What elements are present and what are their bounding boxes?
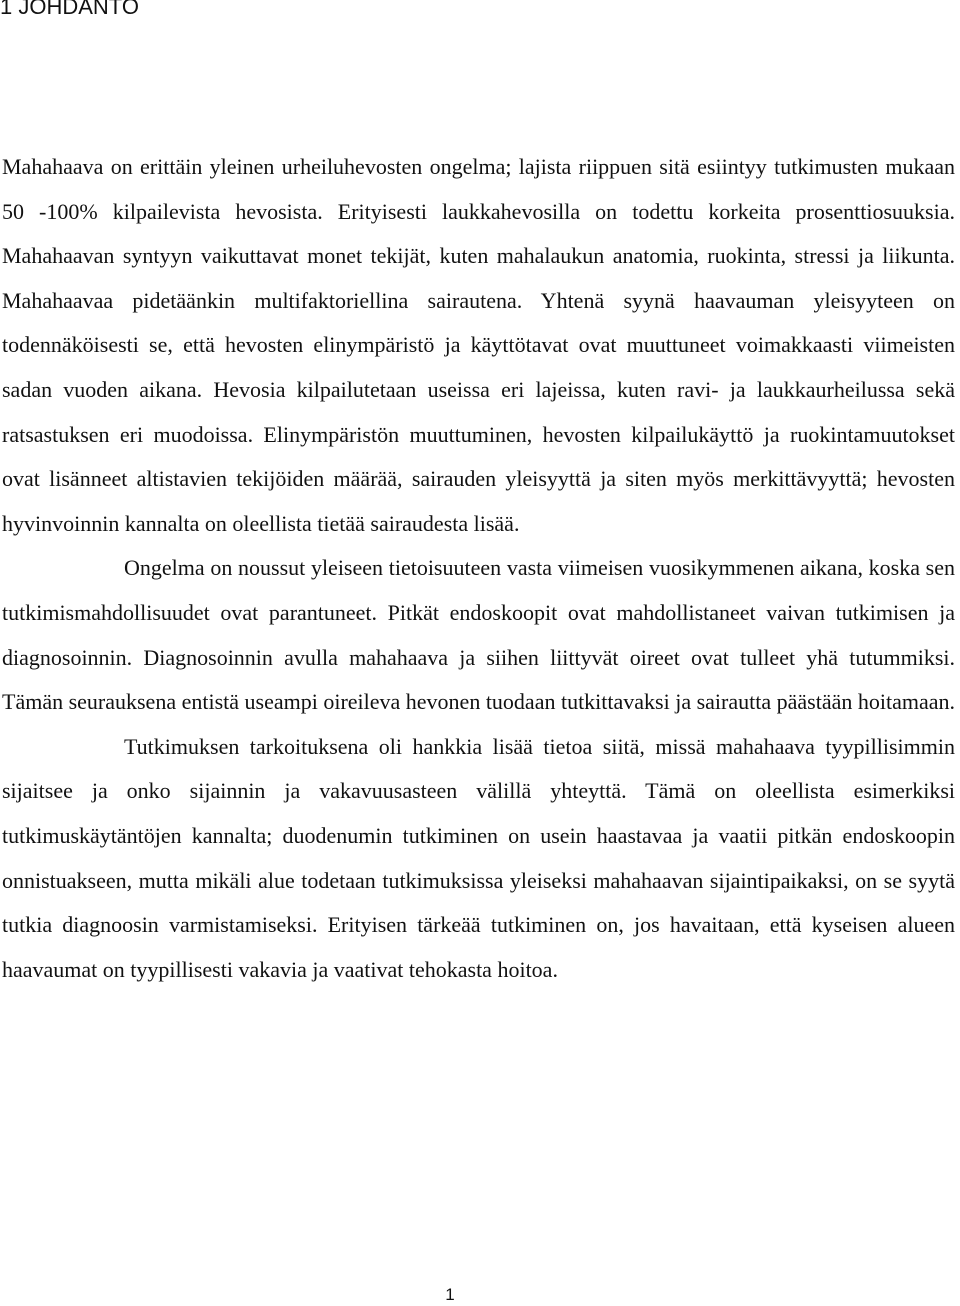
body-text bbox=[2, 145, 955, 992]
page-number: 1 bbox=[445, 1285, 455, 1304]
chapter-heading: 1 JOHDANTO bbox=[0, 0, 139, 19]
paragraph-3: Tutkimuksen tarkoituksena oli hankkia lisää tietoa siitä, missä mahahaava tyypillisimmin sijaitsee ja onko sijainnin ja vakavuusasteen välillä yhteyttä. Tämä on oleellista esimerkiksi tutkimuskäytäntöjen kannalta; duodenumin tutkiminen on usein haastavaa ja vaatii pitkän endoskoopin onnistuakseen, mutta mikäli alue todetaan tutkimuksissa yleiseksi mahahaavan sijaintipaikaksi, on se syytä tutkia diagnoosin varmistamiseksi. Erityisen tärkeää tutkiminen on, jos havaitaan, että kyseisen alueen haavaumat on tyypillisesti vakavia ja vaativat tehokasta hoitoa. bbox=[2, 733, 955, 982]
paragraph-2: Ongelma on noussut yleiseen tietoisuuteen vasta viimeisen vuosikymmenen aikana, koska sen tutkimismahdollisuudet ovat parantuneet. Pitkät endoskoopit ovat mahdollistaneet vaivan tutkimisen ja diagnosoinnin. Diagnosoinnin avulla mahahaava ja siihen liittyvät oireet ovat tulleet yhä tutummiksi. Tämän seurauksena entistä useampi oireileva hevonen tuodaan tutkittavaksi ja sairautta päästään hoitamaan. bbox=[2, 555, 955, 715]
paragraph-1: Mahahaava on erittäin yleinen urheiluhevosten ongelma; lajista riippuen sitä esiintyy tutkimusten mukaan 50 -100% kilpailevista hevosista. Erityisesti laukkahevosilla on todettu korkeita prosenttiosuuksia. Mahahaavan syntyyn vaikuttavat monet tekijät, kuten mahalaukun anatomia, ruokinta, stressi ja liikunta. Mahahaavaa pidetäänkin multifaktoriellina sairautena. Yhtenä syynä haavauman yleisyyteen on todennäköisesti se, että hevosten elinympäristö ja käyttötavat ovat muuttuneet voimakkaasti viimeisten sadan vuoden aikana. Hevosia kilpailutetaan useissa eri lajeissa, kuten ravi- ja laukkaurheilussa sekä ratsastuksen eri muodoissa. Elinympäristön muuttuminen, hevosten kilpailukäyttö ja ruokintamuutokset ovat lisänneet altistavien tekijöiden määrää, sairauden yleisyyttä ja siten myös merkittävyyttä; hevosten hyvinvoinnin kannalta on oleellista tietää sairaudesta lisää. bbox=[2, 154, 955, 536]
